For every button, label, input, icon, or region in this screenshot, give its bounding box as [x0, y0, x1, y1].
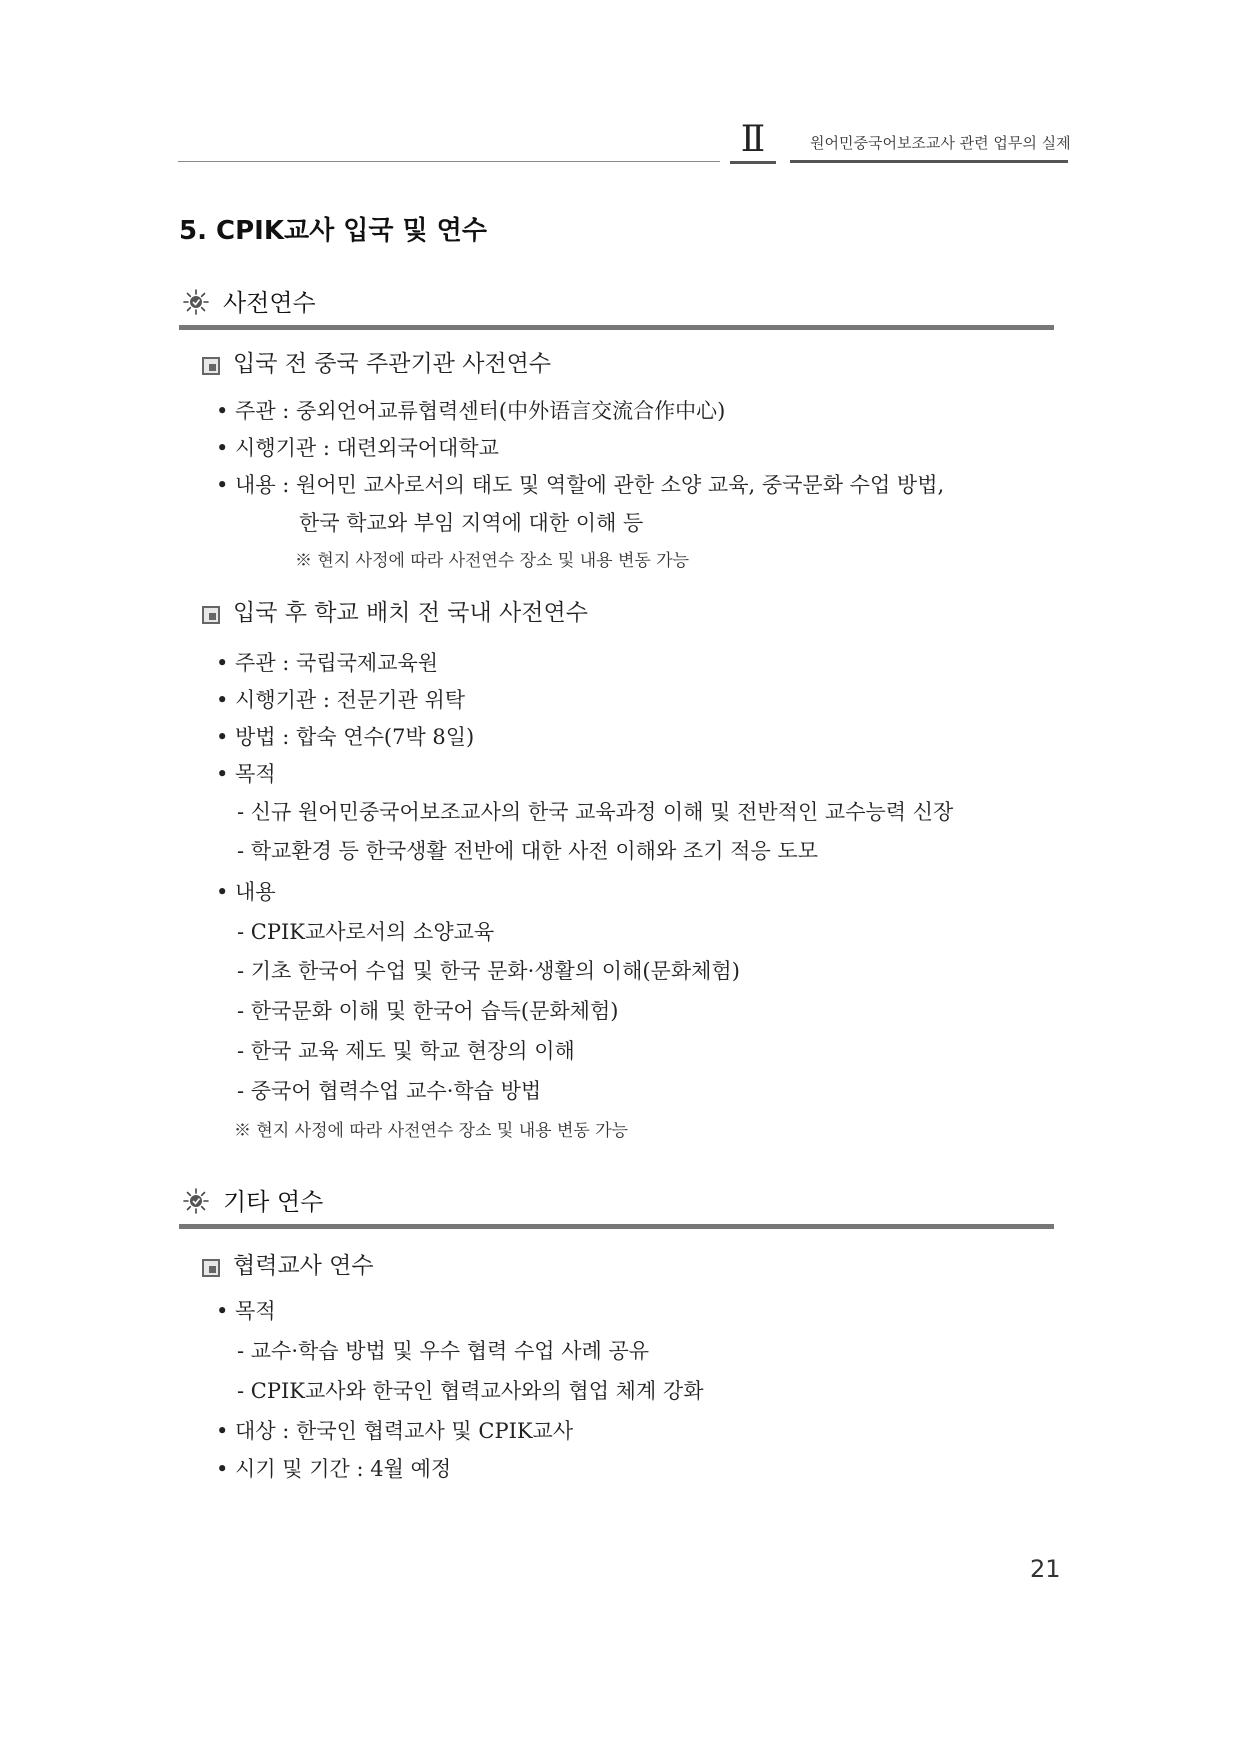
list-item: • 주관 : 국립국제교육원: [216, 651, 439, 675]
header-rule-left: [178, 161, 720, 162]
sub-list-item: - 기초 한국어 수업 및 한국 문화·생활의 이해(문화체험): [237, 959, 740, 983]
sub-list-item: - 교수·학습 방법 및 우수 협력 수업 사례 공유: [237, 1339, 650, 1363]
sub-list-item: - 학교환경 등 한국생활 전반에 대한 사전 이해와 조기 적응 도모: [237, 839, 818, 863]
sub-list-item: - CPIK교사와 한국인 협력교사와의 협업 체계 강화: [237, 1379, 704, 1403]
list-item: • 방법 : 합숙 연수(7박 8일): [216, 725, 475, 749]
sun-icon: [183, 289, 209, 315]
list-item: • 내용: [216, 880, 276, 904]
subhead-label: 사전연수: [223, 289, 316, 317]
chapter-number-rule: [730, 161, 776, 164]
sub-list-item: - 중국어 협력수업 교수·학습 방법: [237, 1079, 542, 1103]
running-header: [178, 119, 1071, 166]
sun-icon: [183, 1188, 209, 1214]
list-item: • 내용 : 원어민 교사로서의 태도 및 역할에 관한 소양 교육, 중국문화 수업 방법,: [216, 473, 945, 497]
block-heading: 입국 후 학교 배치 전 국내 사전연수: [233, 600, 588, 626]
list-item: • 목적: [216, 1299, 276, 1323]
subhead-pre-training: [183, 287, 1053, 331]
square-bullet-icon: [202, 357, 220, 375]
subhead-other-training: [183, 1186, 1053, 1230]
block-heading: 협력교사 연수: [233, 1253, 374, 1279]
chapter-number: Ⅱ: [740, 119, 766, 160]
running-title: 원어민중국어보조교사 관련 업무의 실제: [810, 134, 1071, 152]
square-bullet-icon: [202, 1259, 220, 1277]
subhead-bar: [179, 325, 1054, 330]
page-number: 21: [1030, 1555, 1061, 1583]
block-heading: 입국 전 중국 주관기관 사전연수: [233, 351, 552, 377]
sub-list-item: - 한국문화 이해 및 한국어 습득(문화체험): [237, 999, 619, 1023]
sub-list-item: - 한국 교육 제도 및 학교 현장의 이해: [237, 1039, 575, 1063]
list-item: • 시행기관 : 전문기관 위탁: [216, 688, 466, 712]
list-item: • 시기 및 기간 : 4월 예정: [216, 1457, 452, 1481]
square-bullet-icon: [202, 606, 220, 624]
list-item: • 목적: [216, 762, 276, 786]
note: ※ 현지 사정에 따라 사전연수 장소 및 내용 변동 가능: [234, 1121, 629, 1141]
sub-list-item: - CPIK교사로서의 소양교육: [237, 920, 495, 944]
subhead-label: 기타 연수: [223, 1188, 324, 1216]
section-title: 5. CPIK교사 입국 및 연수: [179, 216, 487, 246]
subhead-bar: [179, 1224, 1054, 1229]
sub-list-item: - 신규 원어민중국어보조교사의 한국 교육과정 이해 및 전반적인 교수능력 신장: [237, 800, 954, 824]
list-item: • 주관 : 중외언어교류협력센터(中外语言交流合作中心): [216, 399, 726, 423]
header-rule-right: [790, 160, 1068, 163]
list-item-continuation: 한국 학교와 부임 지역에 대한 이해 등: [299, 511, 644, 535]
list-item: • 시행기관 : 대련외국어대학교: [216, 436, 499, 460]
note: ※ 현지 사정에 따라 사전연수 장소 및 내용 변동 가능: [295, 551, 690, 571]
list-item: • 대상 : 한국인 협력교사 및 CPIK교사: [216, 1419, 574, 1443]
